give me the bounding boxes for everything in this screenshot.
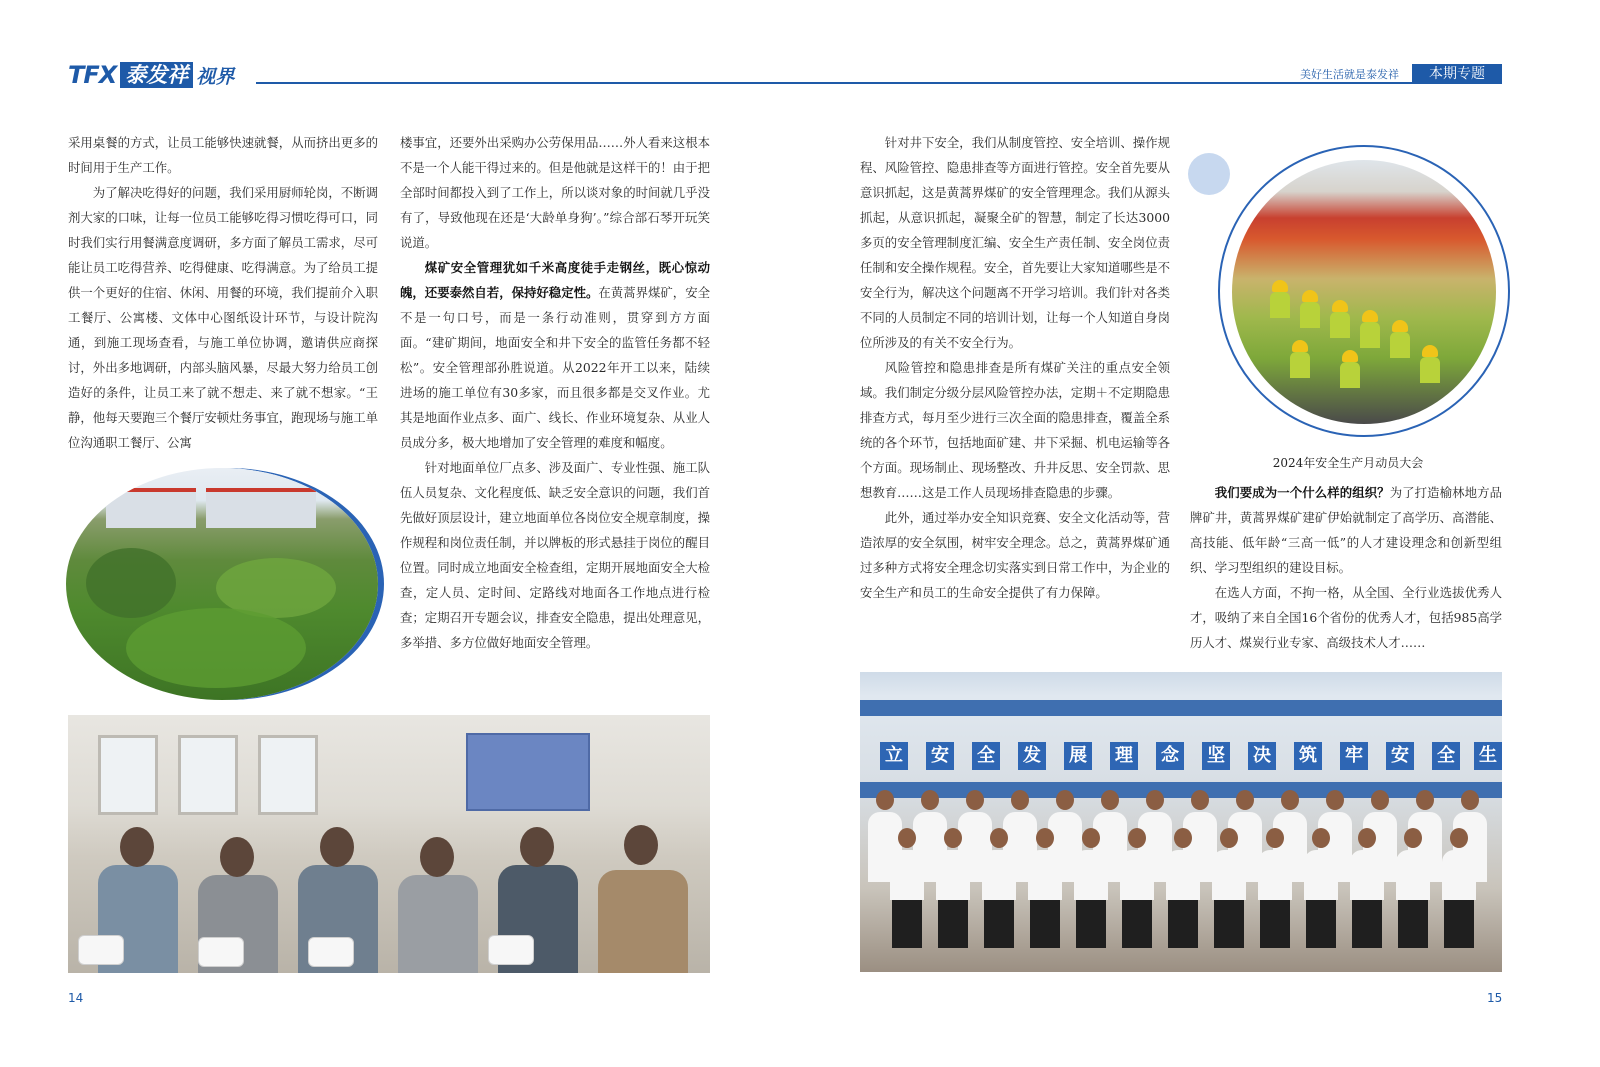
- photo-person-legs: [1352, 900, 1382, 948]
- highlight-text: 煤矿安全管理犹如千米高度徒手走钢丝，既心惊动魄，还要泰然自若，保持好稳定性。: [400, 260, 710, 300]
- safety-vest: [1340, 362, 1360, 388]
- photo-person-head: [921, 790, 939, 810]
- photo-person: [1212, 850, 1246, 900]
- photo-person-head: [1416, 790, 1434, 810]
- photo-person: [1396, 850, 1430, 900]
- page-number-left: 14: [68, 991, 84, 1005]
- paragraph: 楼事宜，还要外出采购办公劳保用品……外人看来这根本不是一个人能干得过来的。但是他就是这样干的！由于把全部时间都投入到了工作上，所以谈对象的时间就几乎没有了，导致他现在还是‘大龄单身狗’。”综合部石琴开玩笑说道。: [400, 135, 710, 250]
- photo-person-head: [1450, 828, 1468, 848]
- photo-person: [1074, 850, 1108, 900]
- paragraph: 此外，通过举办安全知识竞赛、安全文化活动等，营造浓厚的安全氛围，树牢安全理念。总之，黄蒿界煤矿通过多种方式将安全理念切实落实到日常工作中，为企业的安全生产和员工的生命安全提供了有力保障。: [860, 510, 1170, 600]
- page-number-right: 15: [1487, 991, 1503, 1005]
- photo-person-head: [1082, 828, 1100, 848]
- group-photo: [860, 672, 1502, 972]
- photo-person: [1304, 850, 1338, 900]
- hard-hat: [1272, 280, 1288, 292]
- paragraph-text: 在黄蒿界煤矿，安全不是一句口号，而是一条行动准则，贯穿到方方面面。“建矿期间，地面安全和井下安全的监管任务都不轻松”。安全管理部孙胜说道。从2022年开工以来，陆续进场的施工单位有30多家，而且很多都是交叉作业。尤其是地面作业点多、面广、线长、作业环境复杂、从业人员成分多，极大地增加了安全管理的难度和幅度。: [400, 285, 710, 450]
- photo-person: [1166, 850, 1200, 900]
- paragraph-text: 为了打造榆林地方品牌矿井，黄蒿界煤矿建矿伊始就制定了高学历、高潜能、高技能、低年龄“三高一低”的人才建设理念和创新型组织、学习型组织的建设目标。: [1190, 485, 1503, 575]
- photo-person-legs: [1076, 900, 1106, 948]
- building-stripe: [860, 700, 1502, 716]
- projector-screen: [466, 733, 590, 811]
- photo-window: [98, 735, 158, 815]
- building-stripe: [860, 782, 1502, 798]
- photo-person-head: [1266, 828, 1284, 848]
- photo-person-head: [898, 828, 916, 848]
- photo-person-head: [1461, 790, 1479, 810]
- header-slogan: 美好生活就是泰发祥: [1300, 68, 1399, 81]
- photo-person-legs: [892, 900, 922, 948]
- text-column-2: [400, 130, 710, 655]
- photo-person-legs: [1214, 900, 1244, 948]
- photo-foliage: [86, 548, 176, 618]
- photo-person-head: [1371, 790, 1389, 810]
- photo-person-legs: [1444, 900, 1474, 948]
- photo-person-legs: [1306, 900, 1336, 948]
- photo-building: [206, 488, 316, 528]
- hard-hat: [1332, 300, 1348, 312]
- photo-building: [106, 488, 196, 528]
- photo-person: [1120, 850, 1154, 900]
- paragraph: 为了解决吃得好的问题，我们采用厨师轮岗，不断调剂大家的口味，让每一位员工能够吃得习惯吃得可口，同时我们实行用餐满意度调研，多方面了解员工需求，尽可能让员工吃得营养、吃得健康、吃得满意。为了给员工提供一个更好的住宿、休闲、用餐的环境，我们提前介入职工餐厅、公寓楼、文体中心图纸设计环节，与设计院沟通，到施工现场查看，与施工单位协调，邀请供应商探讨，外出多地调研，内部头脑风暴，尽最大努力给员工创造好的条件，让员工来了就不想走、来了就不想家。“王静，他每天要跑三个餐厅安顿灶务事宜，跑现场与施工单位沟通职工餐厅、公寓: [68, 185, 378, 450]
- photo-person-legs: [1030, 900, 1060, 948]
- training-meeting-photo: [68, 715, 710, 973]
- section-badge: 本期专题: [1412, 64, 1502, 84]
- photo-person-head: [1312, 828, 1330, 848]
- safety-vest: [1390, 332, 1410, 358]
- photo-person-legs: [1398, 900, 1428, 948]
- photo-person-head: [120, 827, 154, 867]
- safety-vest: [1330, 312, 1350, 338]
- photo-person-legs: [938, 900, 968, 948]
- photo-person-legs: [984, 900, 1014, 948]
- banner-character: 牢: [1340, 742, 1368, 770]
- paragraph: [1190, 480, 1502, 580]
- photo-person-head: [624, 825, 658, 865]
- safety-vest: [1360, 322, 1380, 348]
- safety-vest: [1300, 302, 1320, 328]
- hard-hat: [1422, 345, 1438, 357]
- photo-person-head: [1128, 828, 1146, 848]
- photo-chair: [308, 937, 354, 967]
- banner-character: 发: [1018, 742, 1046, 770]
- banner-character: 全: [972, 742, 1000, 770]
- paragraph: 在选人方面，不拘一格，从全国、全行业选拔优秀人才，吸纳了来自全国16个省份的优秀人才，包括985高学历人才、煤炭行业专家、高级技术人才……: [1190, 585, 1503, 650]
- hard-hat: [1362, 310, 1378, 322]
- photo-person: [598, 870, 688, 973]
- hard-hat: [1392, 320, 1408, 332]
- banner-character: 安: [926, 742, 954, 770]
- photo-person-head: [320, 827, 354, 867]
- photo-person-head: [1191, 790, 1209, 810]
- photo-person-head: [1281, 790, 1299, 810]
- photo-person-head: [520, 827, 554, 867]
- logo-tfx: TFX: [68, 61, 117, 89]
- paragraph: 风险管控和隐患排查是所有煤矿关注的重点安全领域。我们制定分级分层风险管控办法，定期＋不定期隐患排查方式，每月至少进行三次全面的隐患排查，覆盖全系统的各个环节，包括地面矿建、井下采掘、机电运输等各个方面。现场制止、现场整改、升井反思、安全罚款、思想教育……这是工作人员现场排查隐患的步骤。: [860, 360, 1170, 500]
- photo-person-head: [1174, 828, 1192, 848]
- photo-person-head: [966, 790, 984, 810]
- photo-person-legs: [1122, 900, 1152, 948]
- photo-person-head: [876, 790, 894, 810]
- photo-person: [1258, 850, 1292, 900]
- hard-hat: [1292, 340, 1308, 352]
- banner-character: 坚: [1202, 742, 1230, 770]
- photo-person-head: [1326, 790, 1344, 810]
- text-column-3: [860, 130, 1170, 605]
- photo-person: [1350, 850, 1384, 900]
- photo-person-head: [1011, 790, 1029, 810]
- banner-character: 决: [1248, 742, 1276, 770]
- photo-chair: [198, 937, 244, 967]
- photo-person: [1028, 850, 1062, 900]
- paragraph: [400, 255, 710, 455]
- banner-character: 展: [1064, 742, 1092, 770]
- photo-person-head: [1146, 790, 1164, 810]
- photo-window: [178, 735, 238, 815]
- logo-brand-name: 泰发祥: [120, 62, 193, 88]
- photo-person-head: [1101, 790, 1119, 810]
- photo-person-legs: [1168, 900, 1198, 948]
- paragraph: 针对地面单位厂点多、涉及面广、专业性强、施工队伍人员复杂、文化程度低、缺乏安全意识的问题，我们首先做好顶层设计，建立地面单位各岗位安全规章制度，操作规程和岗位责任制，并以牌板的形式悬挂于岗位的醒目位置。同时成立地面安全检查组，定期开展地面安全大检查，定人员、定时间、定路线对地面各工作地点进行检查；定期召开专题会议，排查安全隐患，提出处理意见，多举措、多方位做好地面安全管理。: [400, 460, 710, 650]
- hard-hat: [1302, 290, 1318, 302]
- text-column-4: [1190, 480, 1502, 655]
- photo-person-head: [990, 828, 1008, 848]
- photo-person: [1442, 850, 1476, 900]
- photo-chair: [78, 935, 124, 965]
- safety-vest: [1270, 292, 1290, 318]
- highlight-text: 我们要成为一个什么样的组织？: [1214, 485, 1390, 500]
- photo-person-head: [1358, 828, 1376, 848]
- banner-character: 安: [1386, 742, 1414, 770]
- banner-character: 生: [1474, 742, 1502, 770]
- photo-person: [982, 850, 1016, 900]
- photo-person-head: [1056, 790, 1074, 810]
- banner-character: 筑: [1294, 742, 1322, 770]
- safety-vest: [1420, 357, 1440, 383]
- paragraph: 针对井下安全，我们从制度管控、安全培训、操作规程、风险管控、隐患排查等方面进行管控。安全首先要从意识抓起，这是黄蒿界煤矿的安全管理理念。我们从源头抓起，从意识抓起，凝聚全矿的智慧，制定了长达3000多页的安全管理制度汇编、安全生产责任制、安全岗位责任制和安全操作规程。安全，首先要让大家知道哪些是不安全行为，解决这个问题离不开学习培训。我们针对各类不同的人员制定不同的培训计划，让每一个人知道自身岗位所涉及的有关不安全行为。: [860, 135, 1170, 350]
- photo-person-head: [1236, 790, 1254, 810]
- banner-character: 全: [1432, 742, 1460, 770]
- logo-subtitle: 视界: [196, 65, 235, 88]
- safety-vest: [1290, 352, 1310, 378]
- banner-character: 念: [1156, 742, 1184, 770]
- photo-chair: [488, 935, 534, 965]
- photo-foliage: [126, 608, 306, 688]
- photo-person-head: [420, 837, 454, 877]
- photo-person-head: [944, 828, 962, 848]
- banner-character: 理: [1110, 742, 1138, 770]
- photo-person: [398, 875, 478, 973]
- photo-person-head: [1404, 828, 1422, 848]
- paragraph: 采用桌餐的方式，让员工能够快速就餐，从而挤出更多的时间用于生产工作。: [68, 135, 378, 175]
- photo-person-legs: [1260, 900, 1290, 948]
- banner-character: 立: [880, 742, 908, 770]
- header-divider: [256, 82, 1502, 84]
- photo-person-head: [1220, 828, 1238, 848]
- text-column-1: [68, 130, 378, 455]
- photo-window: [258, 735, 318, 815]
- magazine-logo: [68, 62, 234, 88]
- safety-rally-photo: [1232, 160, 1496, 424]
- photo-person: [936, 850, 970, 900]
- vegetable-garden-photo: [66, 468, 378, 700]
- photo-person-head: [220, 837, 254, 877]
- photo-person-head: [1036, 828, 1054, 848]
- photo-person: [890, 850, 924, 900]
- photo-caption: 2024年安全生产月动员大会: [1272, 456, 1424, 470]
- decorative-dot: [1188, 153, 1230, 195]
- hard-hat: [1342, 350, 1358, 362]
